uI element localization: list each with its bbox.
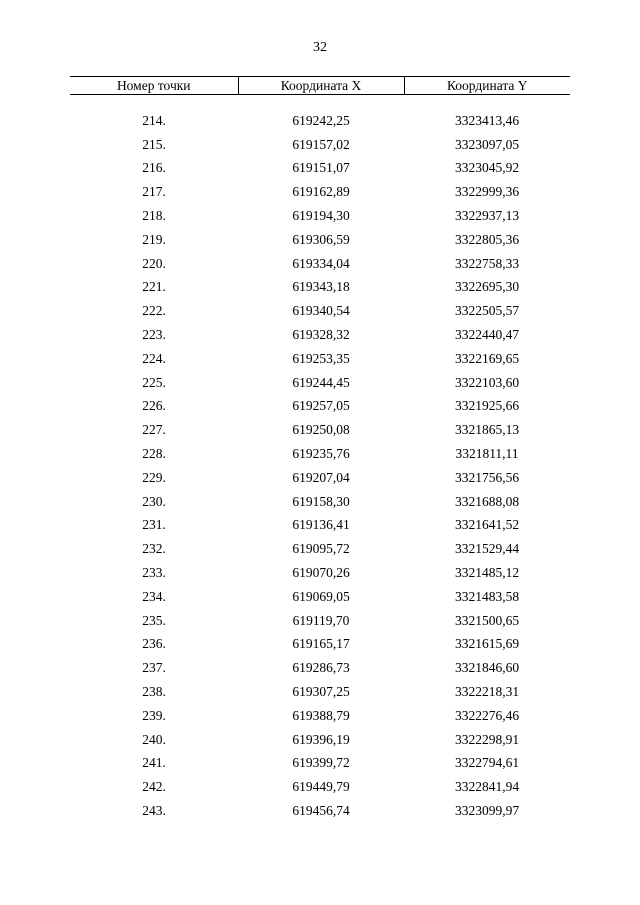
- cell-coordinate-x: 619456,74: [292, 803, 350, 818]
- cell-point-number: 224.: [142, 350, 166, 366]
- cell-point-number: 238.: [142, 684, 166, 700]
- table-row: [70, 775, 570, 799]
- cell-point-number: 222.: [142, 303, 166, 319]
- table-row: [70, 228, 570, 252]
- table-row: [70, 680, 570, 704]
- cell-coordinate-y: 3322103,60: [454, 374, 520, 390]
- table-row: [70, 728, 570, 752]
- table-row: [70, 585, 570, 609]
- cell-coordinate-x: 619242,25: [292, 112, 350, 128]
- cell-point-number: 237.: [142, 660, 166, 676]
- cell-coordinate-x: 619399,72: [292, 755, 350, 771]
- cell-coordinate-y: 3323045,92: [454, 160, 520, 176]
- table-row: [70, 514, 570, 538]
- header-coordinate-y: Координата Y: [404, 77, 570, 95]
- cell-coordinate-y: 3322298,91: [454, 731, 520, 747]
- cell-point-number: 216.: [142, 160, 166, 176]
- header-row: [70, 77, 570, 95]
- table-row: [70, 323, 570, 347]
- cell-point-number: 243.: [142, 803, 166, 818]
- table-row: [70, 752, 570, 776]
- cell-coordinate-y: 3321846,60: [454, 660, 520, 676]
- cell-coordinate-x: 619388,79: [292, 707, 350, 723]
- cell-point-number: 221.: [142, 279, 166, 295]
- table-row: [70, 656, 570, 680]
- table-row: [70, 204, 570, 228]
- cell-coordinate-y: 3322841,94: [454, 779, 520, 795]
- cell-point-number: 235.: [142, 612, 166, 628]
- cell-coordinate-x: 619095,72: [292, 541, 350, 557]
- cell-point-number: 239.: [142, 707, 166, 723]
- cell-coordinate-y: 3321756,56: [454, 469, 520, 485]
- table-body: [70, 95, 570, 823]
- cell-point-number: 240.: [142, 731, 166, 747]
- cell-coordinate-x: 619235,76: [292, 446, 350, 462]
- cell-point-number: 218.: [142, 208, 166, 224]
- cell-coordinate-y: 3322999,36: [454, 184, 520, 200]
- table-row: [70, 252, 570, 276]
- cell-point-number: 232.: [142, 541, 166, 557]
- cell-coordinate-y: 3321483,58: [454, 588, 520, 604]
- cell-point-number: 229.: [142, 469, 166, 485]
- cell-coordinate-x: 619165,17: [292, 636, 350, 652]
- table-row: [70, 418, 570, 442]
- cell-coordinate-x: 619194,30: [292, 208, 350, 224]
- table-row: [70, 561, 570, 585]
- cell-coordinate-y: 3321529,44: [454, 541, 520, 557]
- cell-coordinate-x: 619328,32: [292, 327, 350, 343]
- cell-coordinate-x: 619244,45: [292, 374, 350, 390]
- cell-point-number: 242.: [142, 779, 166, 795]
- cell-point-number: 227.: [142, 422, 166, 438]
- cell-point-number: 234.: [142, 588, 166, 604]
- table-row: [70, 276, 570, 300]
- cell-coordinate-x: 619136,41: [292, 517, 350, 533]
- coordinates-table: [70, 76, 570, 823]
- table-header: [70, 77, 570, 95]
- cell-coordinate-x: 619119,70: [292, 612, 350, 628]
- cell-coordinate-y: 3322805,36: [454, 231, 520, 247]
- cell-coordinate-y: 3321485,12: [454, 565, 520, 581]
- cell-coordinate-x: 619253,35: [292, 350, 350, 366]
- cell-coordinate-y: 3323413,46: [454, 112, 520, 128]
- table-row: [70, 133, 570, 157]
- cell-coordinate-x: 619306,59: [292, 231, 350, 247]
- cell-point-number: 236.: [142, 636, 166, 652]
- cell-point-number: 223.: [142, 327, 166, 343]
- table-row: [70, 633, 570, 657]
- cell-point-number: 226.: [142, 398, 166, 414]
- cell-coordinate-y: 3322276,46: [454, 707, 520, 723]
- cell-coordinate-y: 3321500,65: [454, 612, 520, 628]
- cell-coordinate-x: 619250,08: [292, 422, 350, 438]
- cell-coordinate-x: 619334,04: [292, 255, 350, 271]
- cell-coordinate-x: 619162,89: [292, 184, 350, 200]
- cell-coordinate-x: 619069,05: [292, 588, 350, 604]
- cell-coordinate-y: 3323099,97: [454, 803, 520, 818]
- cell-coordinate-x: 619340,54: [292, 303, 350, 319]
- cell-point-number: 217.: [142, 184, 166, 200]
- cell-coordinate-x: 619343,18: [292, 279, 350, 295]
- cell-coordinate-x: 619307,25: [292, 684, 350, 700]
- table-row: [70, 347, 570, 371]
- cell-point-number: 228.: [142, 446, 166, 462]
- cell-coordinate-y: 3321925,66: [454, 398, 520, 414]
- cell-point-number: 220.: [142, 255, 166, 271]
- cell-coordinate-y: 3322695,30: [454, 279, 520, 295]
- cell-coordinate-x: 619257,05: [292, 398, 350, 414]
- cell-coordinate-x: 619151,07: [292, 160, 350, 176]
- table-row: [70, 157, 570, 181]
- cell-coordinate-y: 3322505,57: [454, 303, 520, 319]
- cell-point-number: 233.: [142, 565, 166, 581]
- cell-coordinate-y: 3322758,33: [454, 255, 520, 271]
- cell-coordinate-x: 619207,04: [292, 469, 350, 485]
- cell-point-number: 215.: [142, 136, 166, 152]
- cell-coordinate-y: 3322794,61: [454, 755, 520, 771]
- table-row: [70, 537, 570, 561]
- cell-coordinate-y: 3321865,13: [454, 422, 520, 438]
- cell-coordinate-y: 3322218,31: [454, 684, 520, 700]
- cell-coordinate-y: 3321688,08: [454, 493, 520, 509]
- table-row: [70, 395, 570, 419]
- cell-coordinate-x: 619286,73: [292, 660, 350, 676]
- cell-point-number: 214.: [142, 112, 166, 128]
- table-row: [70, 704, 570, 728]
- cell-point-number: 241.: [142, 755, 166, 771]
- cell-coordinate-y: 3322169,65: [454, 350, 520, 366]
- table-row: [70, 95, 570, 133]
- table-row: [70, 299, 570, 323]
- cell-coordinate-x: 619449,79: [292, 779, 350, 795]
- cell-coordinate-x: 619070,26: [292, 565, 350, 581]
- cell-point-number: 219.: [142, 231, 166, 247]
- table-row: [70, 799, 570, 823]
- cell-point-number: 230.: [142, 493, 166, 509]
- cell-coordinate-y: 3321615,69: [454, 636, 520, 652]
- cell-coordinate-y: 3321641,52: [454, 517, 520, 533]
- page-number: 32: [313, 40, 327, 55]
- cell-point-number: 231.: [142, 517, 166, 533]
- table-row: [70, 371, 570, 395]
- cell-coordinate-y: 3321811,11: [455, 446, 519, 462]
- table-row: [70, 180, 570, 204]
- cell-coordinate-y: 3322440,47: [454, 327, 520, 343]
- table-row: [70, 442, 570, 466]
- cell-coordinate-x: 619157,02: [292, 136, 350, 152]
- cell-coordinate-y: 3323097,05: [454, 136, 520, 152]
- table-row: [70, 466, 570, 490]
- cell-coordinate-y: 3322937,13: [454, 208, 520, 224]
- cell-coordinate-x: 619158,30: [292, 493, 350, 509]
- header-point-number: Номер точки: [70, 77, 238, 95]
- cell-coordinate-x: 619396,19: [292, 731, 350, 747]
- header-coordinate-x: Координата X: [238, 77, 404, 95]
- table-row: [70, 609, 570, 633]
- cell-point-number: 225.: [142, 374, 166, 390]
- table-row: [70, 490, 570, 514]
